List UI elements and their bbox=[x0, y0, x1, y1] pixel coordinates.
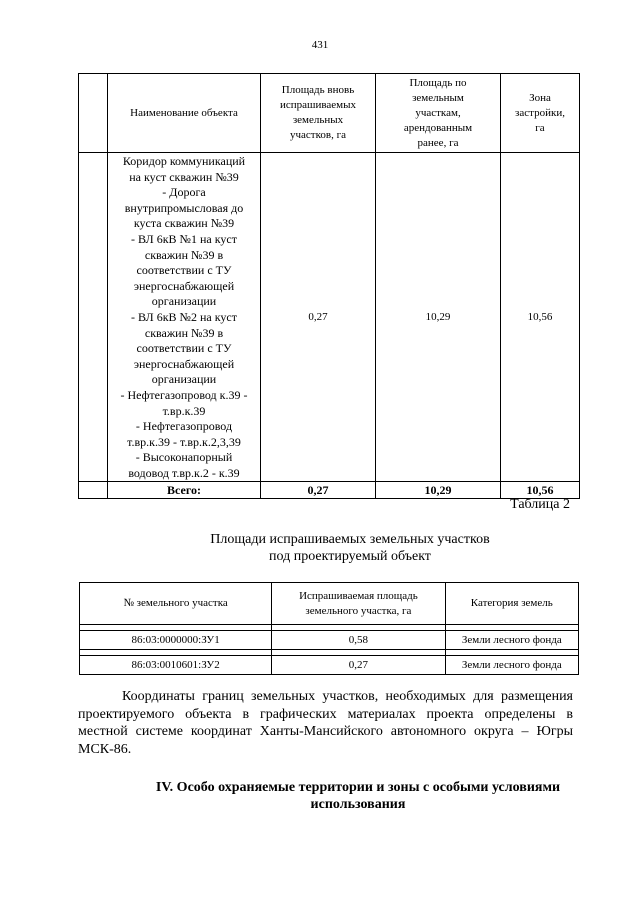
header-object-name: Наименование объекта bbox=[108, 74, 261, 153]
plot-area-cell: 0,58 bbox=[272, 631, 445, 650]
total-blank-cell bbox=[79, 482, 108, 499]
section-heading: IV. Особо охраняемые территории и зоны с особыми условиями использования bbox=[155, 780, 561, 812]
objects-area-table bbox=[78, 73, 580, 499]
plot-category-cell: Земли лесного фонда bbox=[445, 631, 578, 650]
header-zone: Зона застройки, га bbox=[501, 74, 580, 153]
total-area-new: 0,27 bbox=[261, 482, 376, 499]
total-row bbox=[79, 482, 580, 499]
table-caption: Площади испрашиваемых земельных участков под проектируемый объект bbox=[210, 532, 490, 564]
coordinates-paragraph: Координаты границ земельных участков, необходимых для размещения проектируемого объекта в графических материалах проекта определены в местной системе координат Ханты-Мансийского автономного округа – Югры МСК-86. bbox=[78, 689, 573, 757]
header-area-new: Площадь вновь испрашиваемых земельных участков, га bbox=[261, 74, 376, 153]
total-zone: 10,56 bbox=[501, 482, 580, 499]
table-number-label: Таблица 2 bbox=[510, 497, 570, 512]
total-label: Всего: bbox=[108, 482, 261, 499]
area-new-cell: 0,27 bbox=[261, 153, 376, 482]
header-requested-area: Испрашиваемая площадь земельного участка, га bbox=[272, 583, 445, 625]
header-land-category: Категория земель bbox=[445, 583, 578, 625]
plot-area-cell: 0,27 bbox=[272, 656, 445, 675]
object-name-cell: Коридор коммуникаций на куст скважин №39 - Дорога внутрипромысловая до куста скважин №39 - ВЛ 6кВ №1 на куст скважин №39 в соответствии с ТУ энергоснабжающей организации - ВЛ 6кВ №2 на куст скважин №39 в соответствии с ТУ энергоснабжающей организации - Нефтегазопровод к.39 - т.вр.к.39 - Нефтегазопровод т.вр.к.39 - т.вр.к.2,3,39 - Высоконапорный водовод т.вр.к.2 - к.39 bbox=[108, 153, 261, 482]
table-row bbox=[80, 631, 579, 650]
area-leased-cell: 10,29 bbox=[376, 153, 501, 482]
plot-category-cell: Земли лесного фонда bbox=[445, 656, 578, 675]
header-cell-blank bbox=[79, 74, 108, 153]
header-area-leased: Площадь по земельным участкам, арендованным ранее, га bbox=[376, 74, 501, 153]
row-blank-cell bbox=[79, 153, 108, 482]
header-plot-number: № земельного участка bbox=[80, 583, 272, 625]
table-row bbox=[80, 656, 579, 675]
land-plots-table bbox=[79, 582, 579, 675]
zone-cell: 10,56 bbox=[501, 153, 580, 482]
table-header-row bbox=[79, 74, 580, 153]
table-header-row bbox=[80, 583, 579, 625]
plot-number-cell: 86:03:0000000:ЗУ1 bbox=[80, 631, 272, 650]
total-area-leased: 10,29 bbox=[376, 482, 501, 499]
plot-number-cell: 86:03:0010601:ЗУ2 bbox=[80, 656, 272, 675]
page-number: 431 bbox=[311, 39, 329, 51]
table-row bbox=[79, 153, 580, 482]
